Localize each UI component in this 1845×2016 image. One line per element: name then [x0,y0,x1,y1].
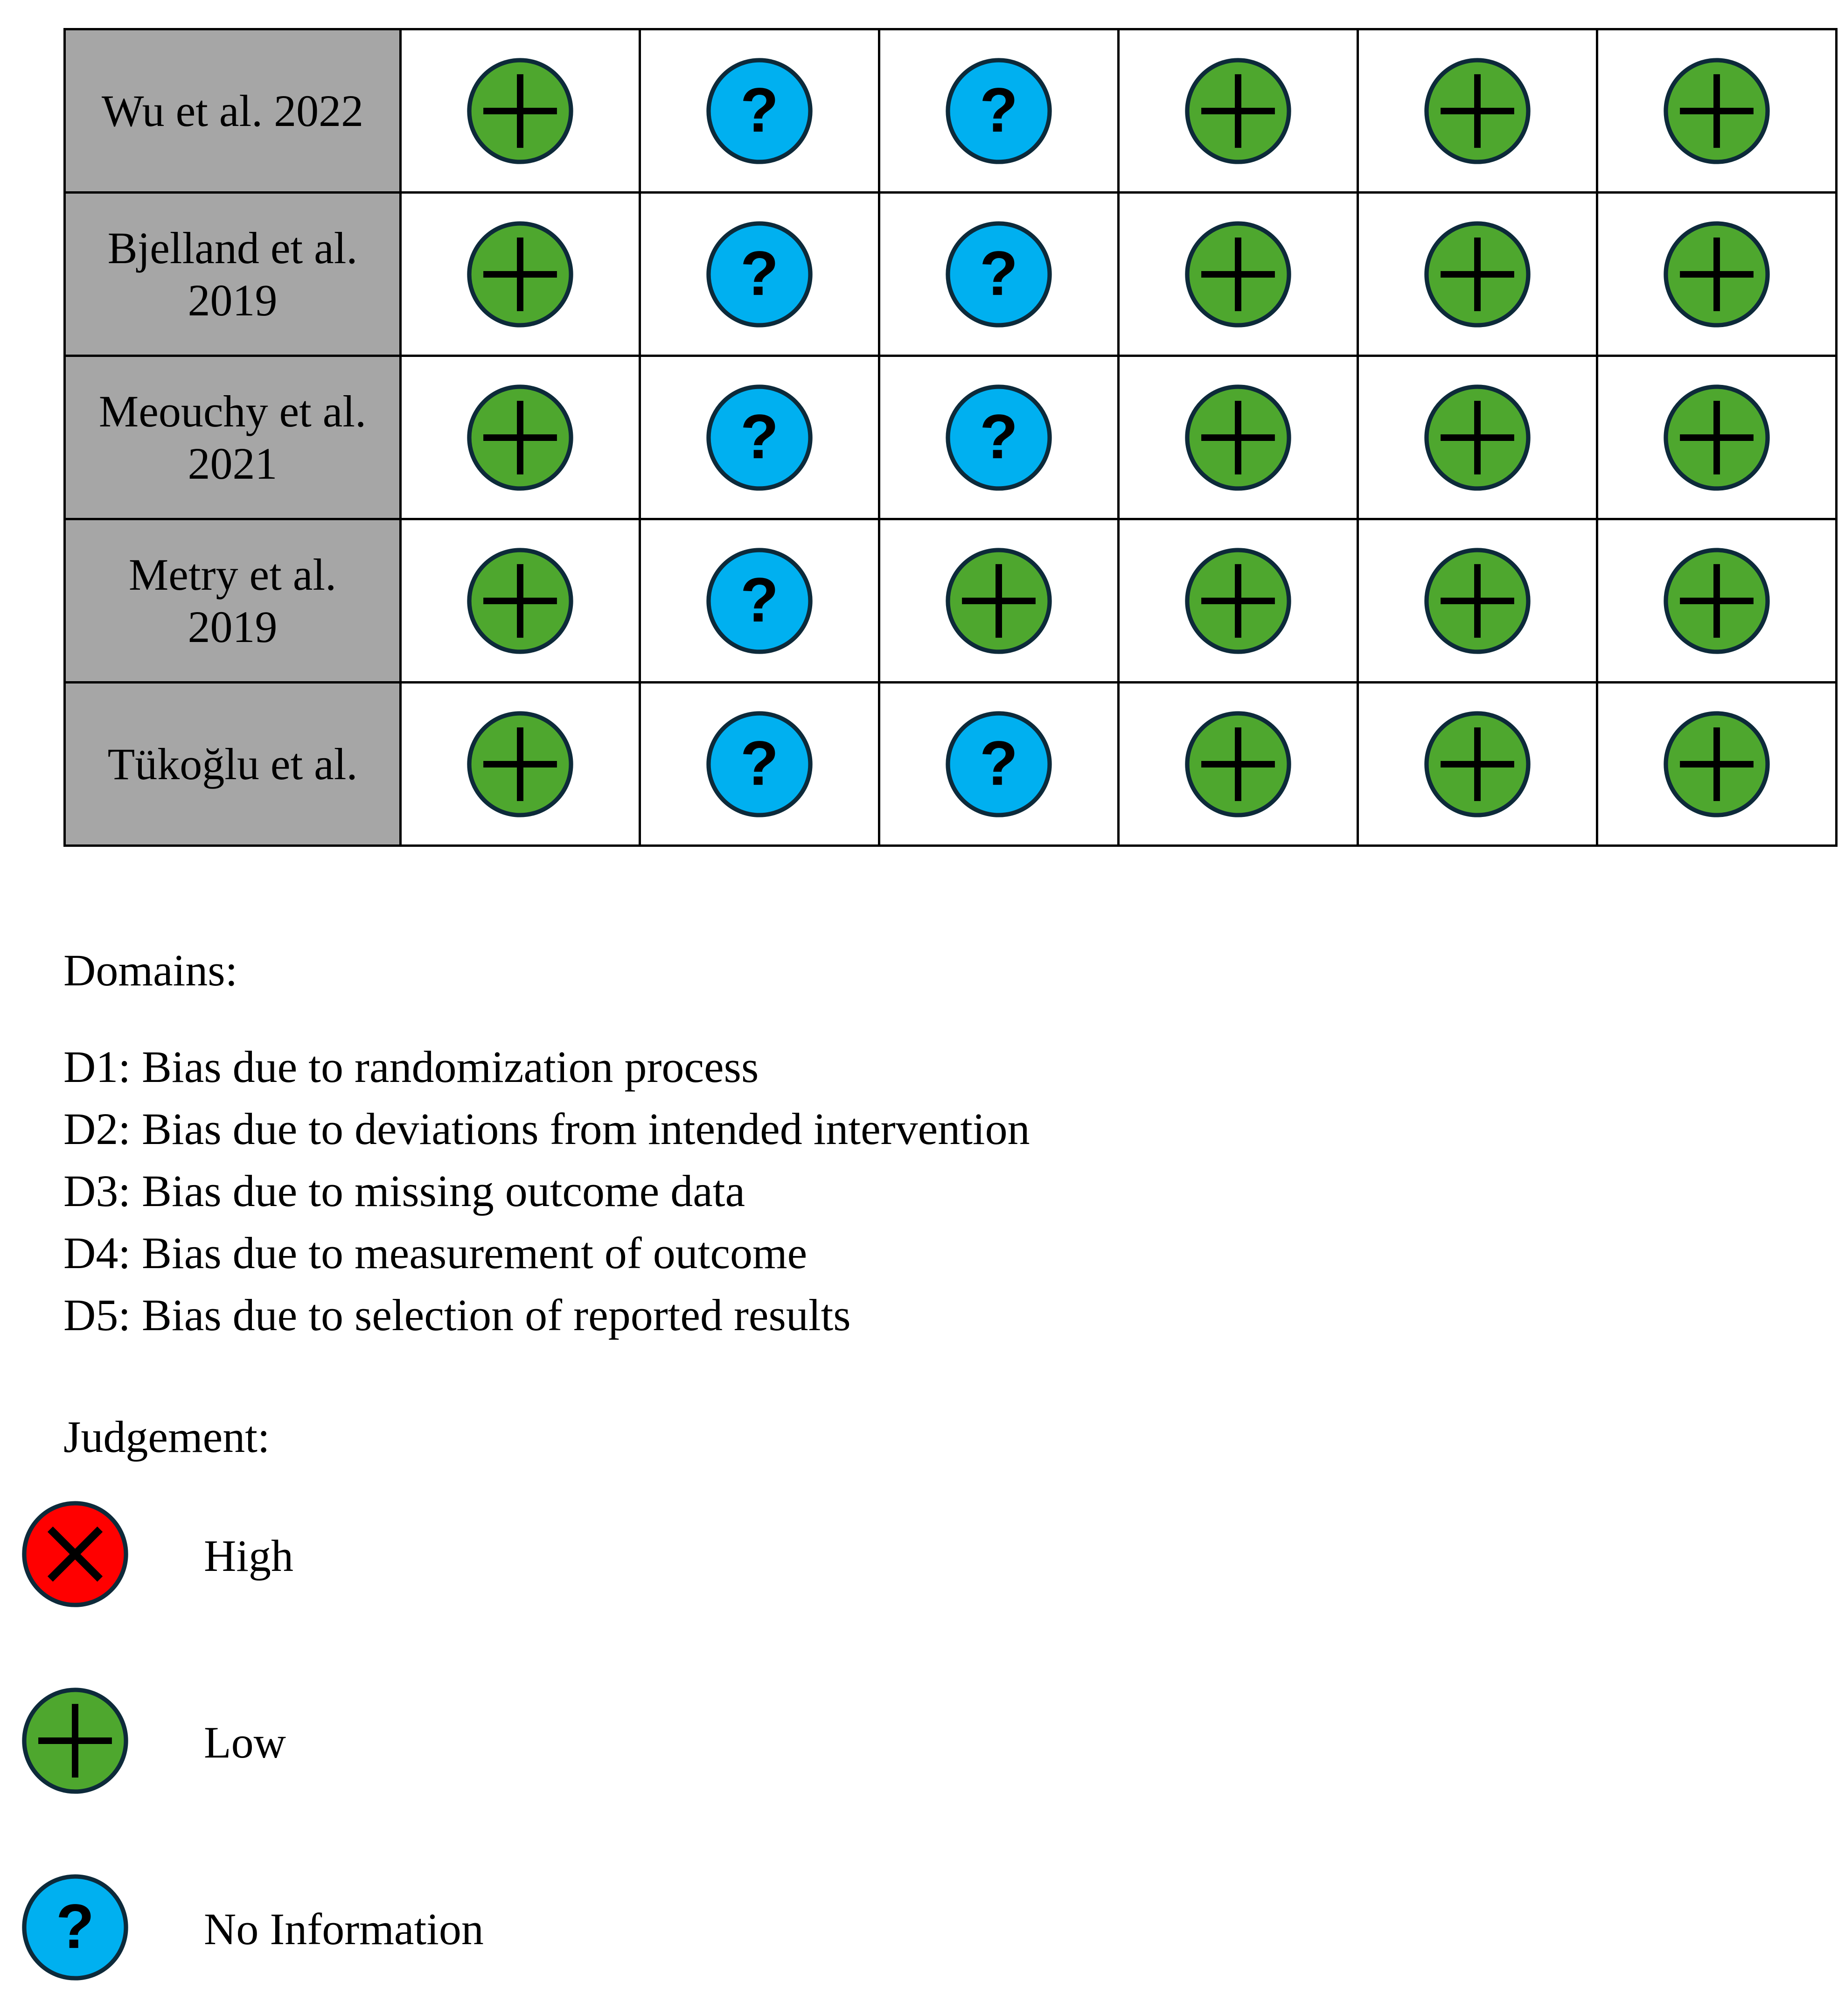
legend-icon-high [21,1500,129,1608]
study-name-cell [65,683,401,846]
study-name: Bjelland et al. 2019 [107,223,358,325]
judgement-cell [879,683,1119,846]
judgement-cell [401,193,640,356]
judgement-cell [879,519,1119,683]
judgement-cell [401,29,640,193]
risk-of-bias-table-body [65,29,1837,846]
judgement-cell [1358,356,1597,519]
svg-text:?: ? [979,74,1018,145]
study-name-cell [65,29,401,193]
question-icon [705,220,814,328]
plus-icon [1184,384,1292,492]
domains-title: Domains: [63,945,238,995]
judgement-cell [1597,29,1837,193]
domain-item: D1: Bias due to randomization process [63,1042,759,1092]
judgement-cell [1119,29,1358,193]
svg-text:?: ? [740,401,779,472]
plus-icon [1663,547,1771,655]
judgement-cell [1119,519,1358,683]
judgement-cell [1119,356,1358,519]
judgement-cell [640,519,879,683]
judgement-cell [401,356,640,519]
svg-text:?: ? [740,727,779,798]
domains-list [63,1036,1030,1346]
study-name-cell [65,193,401,356]
svg-text:?: ? [56,1891,95,1962]
question-icon [21,1873,129,1981]
judgement-cell [1597,519,1837,683]
plus-icon [1423,710,1532,818]
svg-text:?: ? [979,401,1018,472]
study-name: Wu et al. 2022 [101,85,364,136]
question-icon [945,57,1053,165]
study-name-cell [65,519,401,683]
judgement-cell [1597,683,1837,846]
judgement-cell [640,193,879,356]
question-icon [705,547,814,655]
judgement-cell [401,683,640,846]
question-icon [705,384,814,492]
svg-text:?: ? [740,237,779,308]
svg-text:?: ? [979,727,1018,798]
plus-icon [1423,547,1532,655]
judgement-cell [1358,193,1597,356]
study-row [65,356,1837,519]
plus-icon [466,57,574,165]
plus-icon [1663,710,1771,818]
study-name: Metry et al. 2019 [128,549,337,652]
judgement-cell [401,519,640,683]
judgement-cell [1358,519,1597,683]
plus-icon [1184,57,1292,165]
judgement-cell [640,29,879,193]
study-name: Meouchy et al. 2021 [98,386,367,488]
plus-icon [466,547,574,655]
plus-icon [466,710,574,818]
judgement-cell [640,356,879,519]
domain-item: D2: Bias due to deviations from intended intervention [63,1104,1030,1154]
legend-label-low: Low [204,1717,286,1767]
legend-item-low [21,1687,674,1799]
legend-label-high: High [204,1531,293,1581]
domain-item: D3: Bias due to missing outcome data [63,1166,745,1216]
judgement-cell [1358,683,1597,846]
judgement-cell [640,683,879,846]
judgement-cell [879,356,1119,519]
question-icon [945,384,1053,492]
plus-icon [1663,384,1771,492]
plus-icon [466,384,574,492]
question-icon [705,710,814,818]
study-row [65,683,1837,846]
judgement-title: Judgement: [63,1412,270,1462]
domain-item: D5: Bias due to selection of reported results [63,1290,851,1340]
plus-icon [1423,57,1532,165]
study-name-cell [65,356,401,519]
plus-icon [1423,220,1532,328]
plus-icon [1184,710,1292,818]
plus-icon [1663,220,1771,328]
judgement-cell [1119,683,1358,846]
study-row [65,193,1837,356]
svg-text:?: ? [740,74,779,145]
judgement-cell [1119,193,1358,356]
plus-icon [21,1687,129,1795]
judgement-cell [879,193,1119,356]
legend-item-high [21,1500,674,1612]
study-row [65,519,1837,683]
risk-of-bias-table [63,28,1838,847]
question-icon [945,710,1053,818]
judgement-cell [879,29,1119,193]
plus-icon [1423,384,1532,492]
judgement-cell [1597,193,1837,356]
svg-text:?: ? [740,564,779,635]
study-name: Tükoğlu et al. [107,739,358,789]
judgement-cell [1597,356,1837,519]
legend-label-no-information: No Information [204,1904,484,1954]
judgement-cell [1358,29,1597,193]
legend-item-no-information [21,1873,674,1985]
svg-text:?: ? [979,237,1018,308]
plus-icon [945,547,1053,655]
legend-icon-no-information [21,1873,129,1981]
plus-icon [1184,547,1292,655]
domain-item: D4: Bias due to measurement of outcome [63,1228,808,1278]
plus-icon [1663,57,1771,165]
plus-icon [1184,220,1292,328]
plus-icon [466,220,574,328]
question-icon [945,220,1053,328]
question-icon [705,57,814,165]
legend-icon-low [21,1687,129,1795]
study-row [65,29,1837,193]
cross-icon [21,1500,129,1608]
